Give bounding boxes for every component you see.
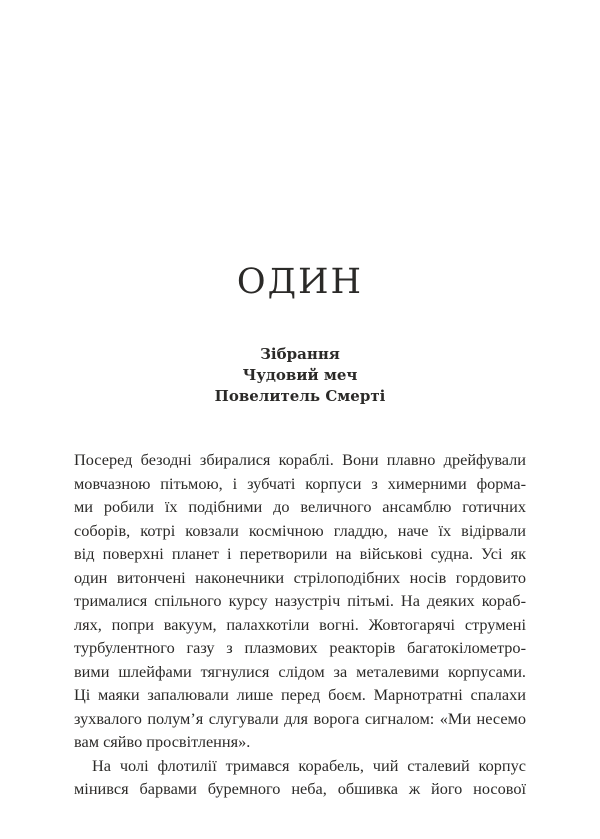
text-line: вими шлейфами тягнулися слідом за металевими корпусами. [74, 661, 526, 681]
text-line: Посеред безодні збиралися кораблі. Вони плавно дрейфували [74, 450, 526, 469]
text-line: Ці маяки запалювали лише перед боєм. Марнотратні спалахи [74, 685, 526, 704]
paragraph-first-line: На чолі флотилії тримався корабель, чий сталевий корпус [92, 755, 526, 775]
text-line: лях, попри вакуум, палахкотіли вогні. Жовтогарячі струмені [74, 614, 526, 634]
paragraph-last-line: вам сяйво просвітлення». [74, 732, 251, 751]
text-line: трималися спільного курсу назустріч пітьмі. На деяких кораб- [74, 591, 526, 610]
text-line: зухвалого полум’я слугували для ворога сигналом: «Ми несемо [74, 708, 526, 728]
text-line: турбулентного газу з плазмових реакторів багатокілометро- [74, 638, 526, 657]
text-line: ми робили їх подібними до величного ансамблю готичних [74, 497, 526, 516]
chapter-title: ОДИН [236, 262, 364, 302]
epigraph-line: Чудовий меч [242, 366, 358, 384]
text-line: мовчазною пітьмою, і зубчаті корпуси з химерними форма- [74, 473, 526, 493]
body-text [74, 448, 526, 801]
epigraph-line: Повелитель Смерті [214, 387, 386, 405]
text-line: соборів, котрі ковзали космічною гладдю, наче їх відірвали [74, 520, 526, 540]
text-line: один витончені наконечники стрілоподібних носів гордовито [74, 567, 526, 587]
text-line: від поверхні планет і перетворили на військові судна. Усі як [74, 544, 526, 563]
text-line: мінився барвами буремного неба, обшивка ж його носової [74, 779, 526, 798]
epigraph-line: Зібрання [260, 345, 340, 363]
chapter-epigraph [0, 344, 600, 407]
